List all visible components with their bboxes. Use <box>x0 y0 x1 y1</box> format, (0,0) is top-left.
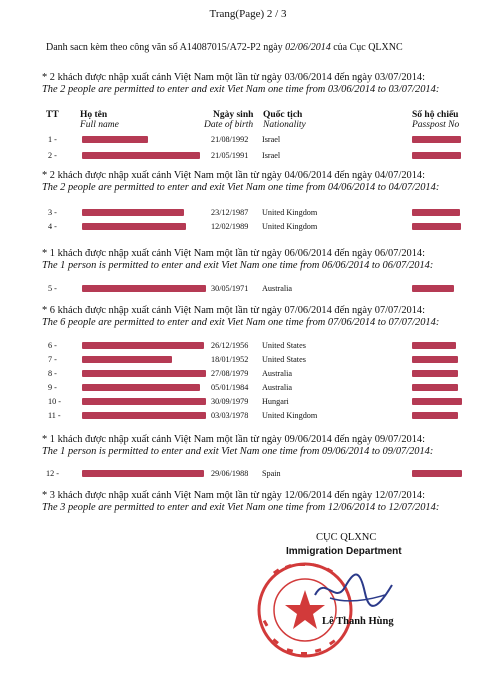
section-1 <box>42 72 482 96</box>
handwritten-signature <box>300 565 400 615</box>
table-row <box>0 354 496 365</box>
redacted-name <box>82 209 184 216</box>
subtitle-date: 02/06/2014 <box>285 42 331 53</box>
section-2-vi: * 2 khách được nhập xuất cảnh Việt Nam một lần từ ngày 04/06/2014 đến ngày 04/07/2014: <box>42 170 426 181</box>
row-nationality: Hungari <box>262 397 289 406</box>
redacted-passport <box>412 136 461 143</box>
redacted-name <box>82 152 200 159</box>
subtitle-suffix: của Cục QLXNC <box>333 42 403 53</box>
column-headers <box>0 110 496 132</box>
section-6 <box>42 490 482 514</box>
row-dob: 18/01/1952 <box>211 355 249 364</box>
signatory-name: Lê Thanh Hùng <box>322 616 394 627</box>
section-2-en: The 2 people are permitted to enter and exit Viet Nam one time from 04/06/2014 to 04/07/2014: <box>42 182 440 193</box>
redacted-name <box>82 412 206 419</box>
table-row <box>0 396 496 407</box>
row-nationality: United Kingdom <box>262 222 318 231</box>
header-dob-en: Date of birth <box>204 120 254 130</box>
row-nationality: Spain <box>262 469 281 478</box>
row-tt: 4 - <box>48 222 57 231</box>
redacted-name <box>82 342 204 349</box>
section-6-en: The 3 people are permitted to enter and exit Viet Nam one time from 12/06/2014 to 12/07/2014: <box>42 502 440 513</box>
redacted-passport <box>412 223 461 230</box>
redacted-name <box>82 136 148 143</box>
redacted-passport <box>412 152 461 159</box>
section-6-vi: * 3 khách được nhập xuất cảnh Việt Nam một lần từ ngày 12/06/2014 đến ngày 12/07/2014: <box>42 490 426 501</box>
table-row <box>0 368 496 379</box>
row-tt: 11 - <box>48 411 61 420</box>
row-nationality: Australia <box>262 369 293 378</box>
header-nationality-en: Nationality <box>263 120 306 130</box>
row-dob: 23/12/1987 <box>211 208 249 217</box>
row-tt: 7 - <box>48 355 57 364</box>
table-row <box>0 283 496 294</box>
row-dob: 30/05/1971 <box>211 284 249 293</box>
table-row <box>0 207 496 218</box>
row-tt: 12 - <box>46 469 59 478</box>
redacted-passport <box>412 398 462 405</box>
section-5-en: The 1 person is permitted to enter and exit Viet Nam one time from 09/06/2014 to 09/07/2014: <box>42 446 434 457</box>
table-row <box>0 382 496 393</box>
redacted-name <box>82 370 206 377</box>
row-nationality: Israel <box>262 151 281 160</box>
section-5-vi: * 1 khách được nhập xuất cảnh Việt Nam một lần từ ngày 09/06/2014 đến ngày 09/07/2014: <box>42 434 426 445</box>
redacted-passport <box>412 342 456 349</box>
row-tt: 10 - <box>48 397 61 406</box>
row-tt: 2 - <box>48 151 57 160</box>
row-nationality: Israel <box>262 135 281 144</box>
section-1-en: The 2 people are permitted to enter and exit Viet Nam one time from 03/06/2014 to 03/07/2014: <box>42 84 440 95</box>
section-3-en: The 1 person is permitted to enter and exit Viet Nam one time from 06/06/2014 to 06/07/2014: <box>42 260 434 271</box>
redacted-passport <box>412 412 458 419</box>
subtitle-prefix: Danh sacn kèm theo công văn số A14087015/A72-P2 ngày <box>46 42 283 53</box>
row-nationality: United States <box>262 341 306 350</box>
table-row <box>0 340 496 351</box>
row-dob: 26/12/1956 <box>211 341 249 350</box>
redacted-name <box>82 384 200 391</box>
redacted-name <box>82 285 206 292</box>
redacted-passport <box>412 285 454 292</box>
row-dob: 27/08/1979 <box>211 369 249 378</box>
row-nationality: United Kingdom <box>262 208 318 217</box>
row-nationality: United Kingdom <box>262 411 318 420</box>
document-subtitle <box>46 42 403 53</box>
section-3-vi: * 1 khách được nhập xuất cảnh Việt Nam một lần từ ngày 06/06/2014 đến ngày 06/07/2014: <box>42 248 426 259</box>
header-passport-en: Passpost No <box>412 120 460 130</box>
header-tt: TT <box>46 110 59 120</box>
signature-organization: CỤC QLXNC <box>316 532 377 543</box>
header-nationality: Quốc tịch <box>263 110 303 120</box>
row-dob: 03/03/1978 <box>211 411 249 420</box>
row-dob: 29/06/1988 <box>211 469 249 478</box>
row-tt: 8 - <box>48 369 57 378</box>
section-5 <box>42 434 482 458</box>
table-row <box>0 150 496 161</box>
section-4-en: The 6 people are permitted to enter and exit Viet Nam one time from 07/06/2014 to 07/07/2014: <box>42 317 440 328</box>
row-tt: 5 - <box>48 284 57 293</box>
row-tt: 3 - <box>48 208 57 217</box>
table-row <box>0 221 496 232</box>
header-name-en: Full name <box>80 120 119 130</box>
row-dob: 05/01/1984 <box>211 383 249 392</box>
redacted-name <box>82 356 172 363</box>
row-dob: 21/08/1992 <box>211 135 249 144</box>
row-dob: 12/02/1989 <box>211 222 249 231</box>
section-2 <box>42 170 482 194</box>
header-name: Họ tên <box>80 110 108 120</box>
table-row <box>0 134 496 145</box>
signature-department: Immigration Department <box>286 546 402 557</box>
section-1-vi: * 2 khách được nhập xuất cảnh Việt Nam một lần từ ngày 03/06/2014 đến ngày 03/07/2014: <box>42 72 426 83</box>
redacted-name <box>82 398 206 405</box>
page-number: Trang(Page) 2 / 3 <box>209 8 287 20</box>
row-tt: 1 - <box>48 135 57 144</box>
section-4 <box>42 305 482 329</box>
header-dob: Ngày sinh <box>213 110 254 120</box>
redacted-passport <box>412 384 458 391</box>
section-3 <box>42 248 482 272</box>
table-row <box>0 468 496 479</box>
row-dob: 30/09/1979 <box>211 397 249 406</box>
row-nationality: United States <box>262 355 306 364</box>
redacted-passport <box>412 356 458 363</box>
section-4-vi: * 6 khách được nhập xuất cảnh Việt Nam một lần từ ngày 07/06/2014 đến ngày 07/07/2014: <box>42 305 426 316</box>
table-row <box>0 410 496 421</box>
row-nationality: Australia <box>262 383 293 392</box>
header-passport: Số hộ chiếu <box>412 110 459 120</box>
redacted-passport <box>412 370 458 377</box>
row-tt: 6 - <box>48 341 57 350</box>
redacted-passport <box>412 209 460 216</box>
row-tt: 9 - <box>48 383 57 392</box>
row-dob: 21/05/1991 <box>211 151 249 160</box>
redacted-name <box>82 470 204 477</box>
redacted-name <box>82 223 186 230</box>
redacted-passport <box>412 470 462 477</box>
row-nationality: Australia <box>262 284 293 293</box>
